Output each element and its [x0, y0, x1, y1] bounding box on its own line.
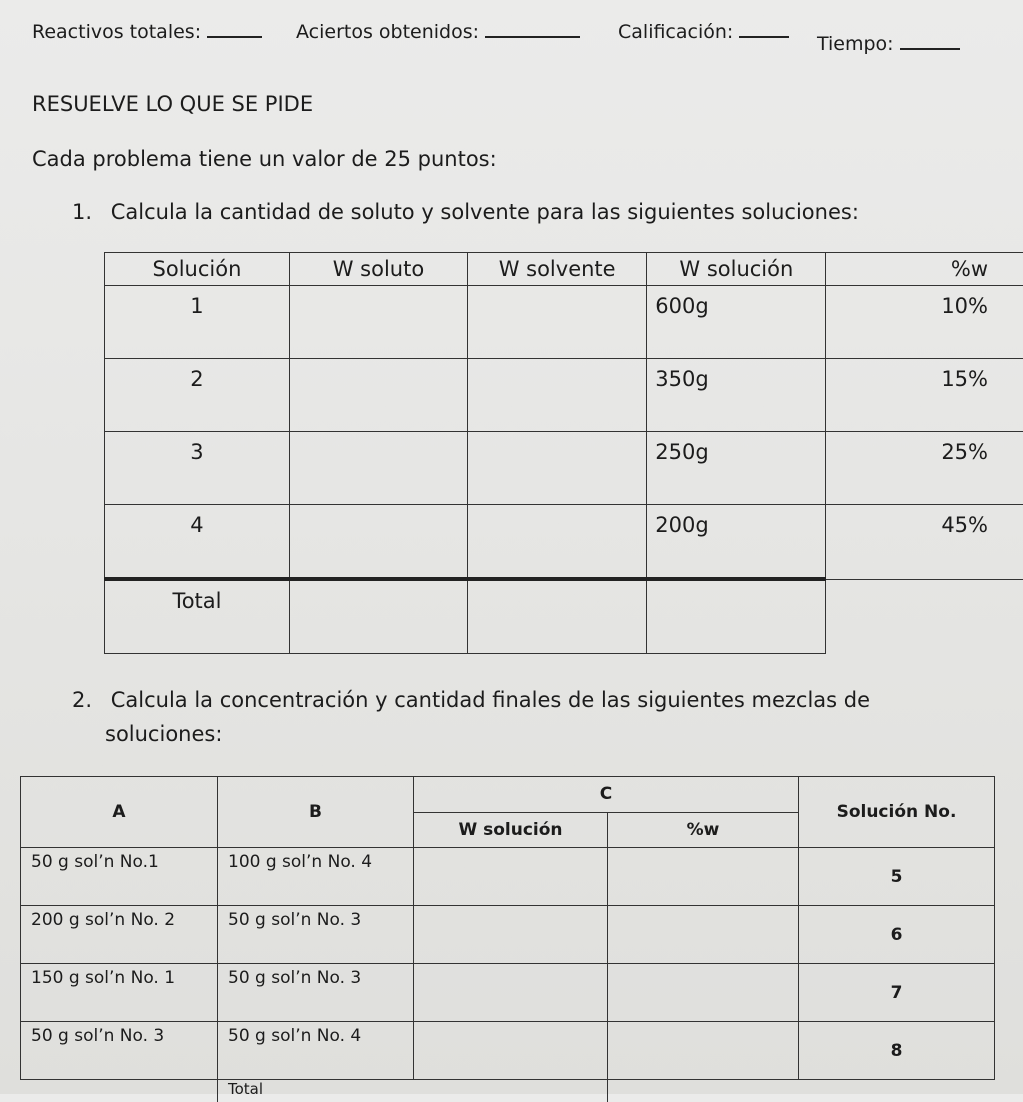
- col-solucion-no: Solución No.: [799, 777, 995, 848]
- problem1-title: [72, 200, 859, 224]
- table-header-row: [105, 253, 1023, 286]
- reactivos-blank[interactable]: [207, 20, 262, 38]
- cell-c-w-solucion[interactable]: [414, 1022, 608, 1080]
- cell-a: 50 g sol’n No. 3: [21, 1022, 218, 1080]
- col-c: C: [414, 777, 799, 813]
- aciertos-field: [296, 20, 580, 43]
- cell-solucion: 3: [105, 432, 290, 505]
- instructions: RESUELVE LO QUE SE PIDE: [32, 92, 313, 116]
- table-row: [105, 359, 1023, 432]
- table-row: [105, 505, 1023, 580]
- cell-solucion: 2: [105, 359, 290, 432]
- total-w-soluto[interactable]: [289, 579, 467, 654]
- cell-w-solvente[interactable]: [468, 359, 647, 432]
- problem2-number: 2.: [72, 688, 92, 712]
- cell-c-pw[interactable]: [608, 848, 799, 906]
- cell-w-solvente[interactable]: [468, 286, 647, 359]
- problem1-number: 1.: [72, 200, 92, 224]
- problem2-text-line1: Calcula la concentración y cantidad finales de las siguientes mezclas de: [111, 688, 870, 712]
- cell-w-soluto[interactable]: [289, 505, 467, 580]
- cell-solucion-no: 6: [799, 906, 995, 964]
- problem2-text-line2: soluciones:: [105, 722, 222, 746]
- points-note: Cada problema tiene un valor de 25 puntos:: [32, 147, 497, 171]
- col-c-pw: %w: [608, 812, 799, 848]
- aciertos-blank[interactable]: [485, 20, 580, 38]
- total-empty: [826, 579, 1023, 654]
- table-row: [21, 906, 995, 964]
- total-label: Total: [218, 1080, 414, 1102]
- total-empty-right: [799, 1080, 995, 1102]
- cell-w-solucion: 200g: [647, 505, 826, 580]
- cell-a: 150 g sol’n No. 1: [21, 964, 218, 1022]
- calificacion-blank[interactable]: [739, 20, 789, 38]
- reactivos-field: [32, 20, 262, 43]
- col-w-solvente: W solvente: [468, 253, 647, 286]
- total-row: [21, 1080, 995, 1102]
- cell-c-pw[interactable]: [608, 964, 799, 1022]
- cell-w-solucion: 250g: [647, 432, 826, 505]
- cell-solucion-no: 7: [799, 964, 995, 1022]
- cell-c-pw[interactable]: [608, 1022, 799, 1080]
- col-w-solucion: W solución: [647, 253, 826, 286]
- cell-w-solucion: 350g: [647, 359, 826, 432]
- cell-w-soluto[interactable]: [289, 286, 467, 359]
- cell-solucion: 1: [105, 286, 290, 359]
- cell-solucion: 4: [105, 505, 290, 580]
- total-c-w-solucion[interactable]: [414, 1080, 608, 1102]
- table-row: [21, 848, 995, 906]
- cell-b: 50 g sol’n No. 3: [218, 964, 414, 1022]
- table-row: [21, 1022, 995, 1080]
- cell-c-w-solucion[interactable]: [414, 906, 608, 964]
- cell-w-solvente[interactable]: [468, 505, 647, 580]
- cell-solucion-no: 5: [799, 848, 995, 906]
- tiempo-field: [817, 32, 960, 55]
- cell-w-soluto[interactable]: [289, 432, 467, 505]
- total-w-solucion[interactable]: [647, 579, 826, 654]
- problem2-title: [72, 688, 870, 712]
- cell-pw: 10%: [826, 286, 1023, 359]
- tiempo-label: Tiempo:: [817, 33, 894, 55]
- problem2-table: [20, 776, 995, 1102]
- total-c-pw[interactable]: [608, 1080, 799, 1102]
- cell-w-solucion: 600g: [647, 286, 826, 359]
- aciertos-label: Aciertos obtenidos:: [296, 21, 479, 43]
- cell-c-w-solucion[interactable]: [414, 848, 608, 906]
- cell-b: 50 g sol’n No. 3: [218, 906, 414, 964]
- problem1-text: Calcula la cantidad de soluto y solvente para las siguientes soluciones:: [111, 200, 859, 224]
- cell-b: 50 g sol’n No. 4: [218, 1022, 414, 1080]
- cell-pw: 45%: [826, 505, 1023, 580]
- total-empty: [21, 1080, 218, 1102]
- cell-c-w-solucion[interactable]: [414, 964, 608, 1022]
- tiempo-blank[interactable]: [900, 32, 960, 50]
- total-row: [105, 579, 1023, 654]
- table2-header-row: [21, 777, 995, 813]
- col-c-w-solucion: W solución: [414, 812, 608, 848]
- cell-b: 100 g sol’n No. 4: [218, 848, 414, 906]
- calificacion-label: Calificación:: [618, 21, 733, 43]
- col-pw: %w: [826, 253, 1023, 286]
- problem1-table: [104, 252, 1023, 654]
- col-w-soluto: W soluto: [289, 253, 467, 286]
- cell-a: 200 g sol’n No. 2: [21, 906, 218, 964]
- cell-w-solvente[interactable]: [468, 432, 647, 505]
- col-solucion: Solución: [105, 253, 290, 286]
- table-row: [105, 432, 1023, 505]
- cell-a: 50 g sol’n No.1: [21, 848, 218, 906]
- col-b: B: [218, 777, 414, 848]
- cell-c-pw[interactable]: [608, 906, 799, 964]
- total-label: Total: [105, 579, 290, 654]
- calificacion-field: [618, 20, 789, 43]
- cell-solucion-no: 8: [799, 1022, 995, 1080]
- cell-pw: 25%: [826, 432, 1023, 505]
- reactivos-label: Reactivos totales:: [32, 21, 201, 43]
- total-w-solvente[interactable]: [468, 579, 647, 654]
- cell-pw: 15%: [826, 359, 1023, 432]
- table-row: [105, 286, 1023, 359]
- cell-w-soluto[interactable]: [289, 359, 467, 432]
- table-row: [21, 964, 995, 1022]
- col-a: A: [21, 777, 218, 848]
